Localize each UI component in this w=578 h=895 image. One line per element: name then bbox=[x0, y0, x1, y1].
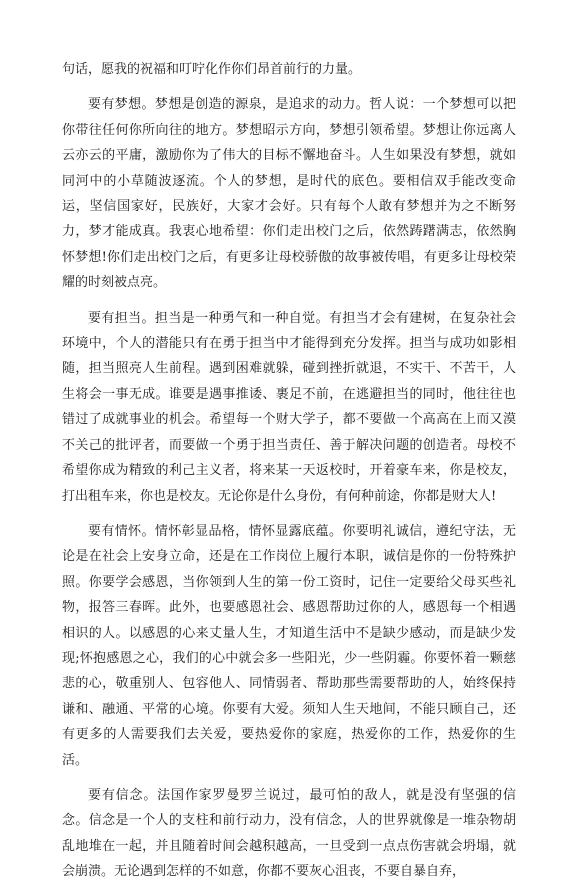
paragraph-belief: 要有信念。法国作家罗曼罗兰说过，最可怕的敌人，就是没有坚强的信念。信念是一个人的支柱和前行动力，没有信念，人的世界就像是一堆杂物胡乱地堆在一起，并且随着时间会越积越高，一旦受到一点点伤害就会坍塌，就会崩溃。无论遇到怎样的不如意，你都不要灰心沮丧，不要自暴自弃， bbox=[62, 787, 516, 880]
paragraph-sentiment: 要有情怀。情怀彰显品格，情怀显露底蕴。你要明礼诚信，遵纪守法，无论是在社会上安身立命，还是在工作岗位上履行本职，诚信是你的一份特殊护照。你要学会感恩，当你领到人生的第一份工资时，记住一定要给父母买些礼物，报答三春晖。此外，也要感恩社会、感恩帮助过你的人，感恩每一个相遇相识的人。以感恩的心来丈量人生，才知道生活中不是缺少感动，而是缺少发现;怀抱感恩之心，我们的心中就会多一些阳光，少一些阴霾。你要怀着一颗慈悲的心，敬重别人、包容他人、同情弱者、帮助那些需要帮助的人，始终保持谦和、融通、平常的心境。你要有大爱。须知人生天地间，不能只顾自己，还有更多的人需要我们去关爱，要热爱你的家庭，热爱你的工作，热爱你的生活。 bbox=[62, 523, 516, 768]
document-page bbox=[62, 57, 516, 895]
paragraph-intro-continuation: 句话，愿我的祝福和叮咛化作你们昂首前行的力量。 bbox=[62, 62, 362, 77]
paragraph-responsibility: 要有担当。担当是一种勇气和一种自觉。有担当才会有建树，在复杂社会环境中，个人的潜能只有在勇于担当中才能得到充分发挥。担当与成功如影相随，担当照亮人生前程。遇到困难就躲，碰到挫折就退，不实干、不苦干，人生将会一事无成。谁要是遇事推诿、裹足不前，在逃避担当的同时，他往往也错过了成就事业的机会。希望每一个财大学子，都不要做一个高高在上而又漠不关己的批评者，而要做一个勇于担当责任、善于解决问题的创造者。母校不希望你成为精致的利己主义者，将来某一天返校时，开着豪车来，你是校友，打出租车来，你也是校友。无论你是什么身份，有何种前途，你都是财大人! bbox=[62, 310, 516, 504]
paragraph-dream: 要有梦想。梦想是创造的源泉，是追求的动力。哲人说：一个梦想可以把你带往任何你所向往的地方。梦想昭示方向，梦想引领希望。梦想让你远离人云亦云的平庸，激励你为了伟大的目标不懈地奋斗。人生如果没有梦想，就如同河中的小草随波逐流。个人的梦想，是时代的底色。要相信双手能改变命运，坚信国家好，民族好，大家才会好。只有每个人敢有梦想并为之不断努力，梦才能成真。我衷心地希望：你们走出校门之后，依然踌躇满志，依然胸怀梦想!你们走出校门之后，有更多让母校骄傲的故事被传唱，有更多让母校荣耀的时刻被点亮。 bbox=[62, 97, 516, 291]
